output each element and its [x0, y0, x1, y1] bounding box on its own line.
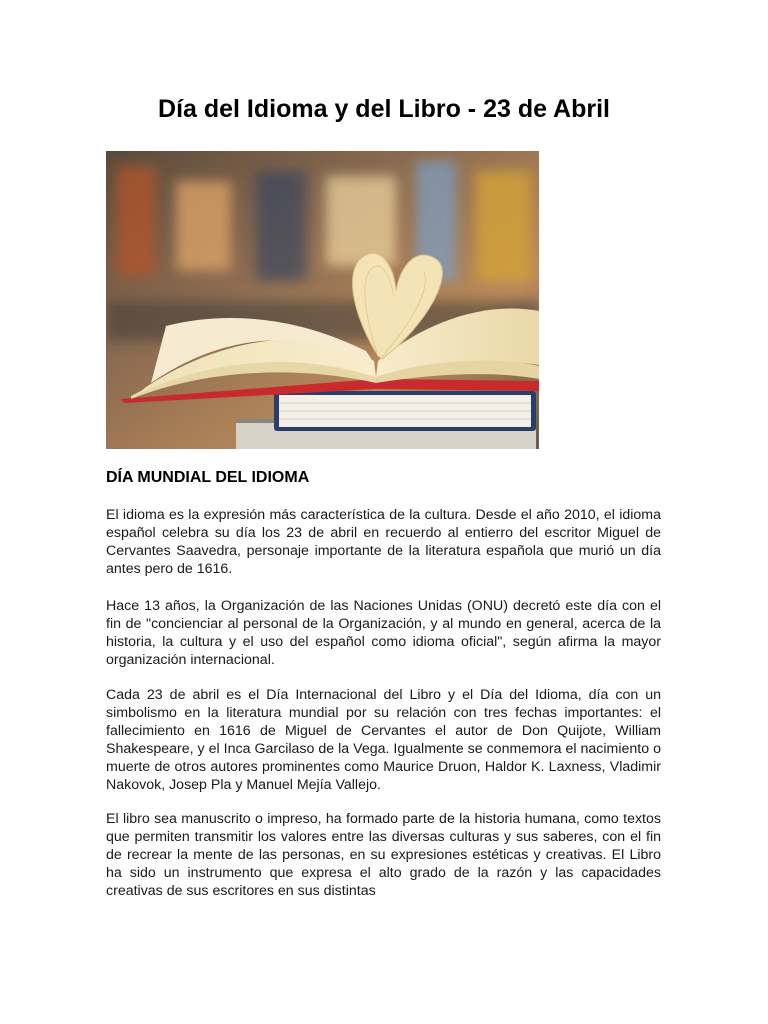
page-title: Día del Idioma y del Libro - 23 de Abril	[158, 95, 610, 123]
book-heart-photo	[106, 151, 539, 449]
paragraph: Cada 23 de abril es el Día Internacional del Libro y el Día del Idioma, día con un simbolismo en la literatura mundial por su relación con tres fechas importantes: el fallecimiento en 1616 de Miguel de Cervantes el autor de Don Quijote, William Shakespeare, y el Inca Garcilaso de la Vega. Igualmente se conmemora el nacimiento o muerte de otros autores prominentes como Maurice Druon, Haldor K. Laxness, Vladimir Nakovok, Josep Pla y Manuel Mejía Vallejo.	[106, 687, 661, 793]
paragraph: Hace 13 años, la Organización de las Naciones Unidas (ONU) decretó este día con el fin de "concienciar al personal de la Organización, y al mundo en general, acerca de la historia, la cultura y el uso del español como idioma oficial", según afirma la mayor organización internacional.	[106, 598, 661, 668]
paragraph: El idioma es la expresión más característica de la cultura. Desde el año 2010, el idioma español celebra su día los 23 de abril en recuerdo al entierro del escritor Miguel de Cervantes Saavedra, personaje importante de la literatura española que murió un día antes pero de 1616.	[106, 507, 661, 577]
section-heading: DÍA MUNDIAL DEL IDIOMA	[106, 469, 310, 486]
paragraph: El libro sea manuscrito o impreso, ha formado parte de la historia humana, como textos que permiten transmitir los valores entre las diversas culturas y sus saberes, con el fin de recrear la mente de las personas, en su expresiones estéticas y creativas. El Libro ha sido un instrumento que expresa el alto grado de la razón y las capacidades creativas de sus escritores en sus distintas	[106, 811, 661, 899]
